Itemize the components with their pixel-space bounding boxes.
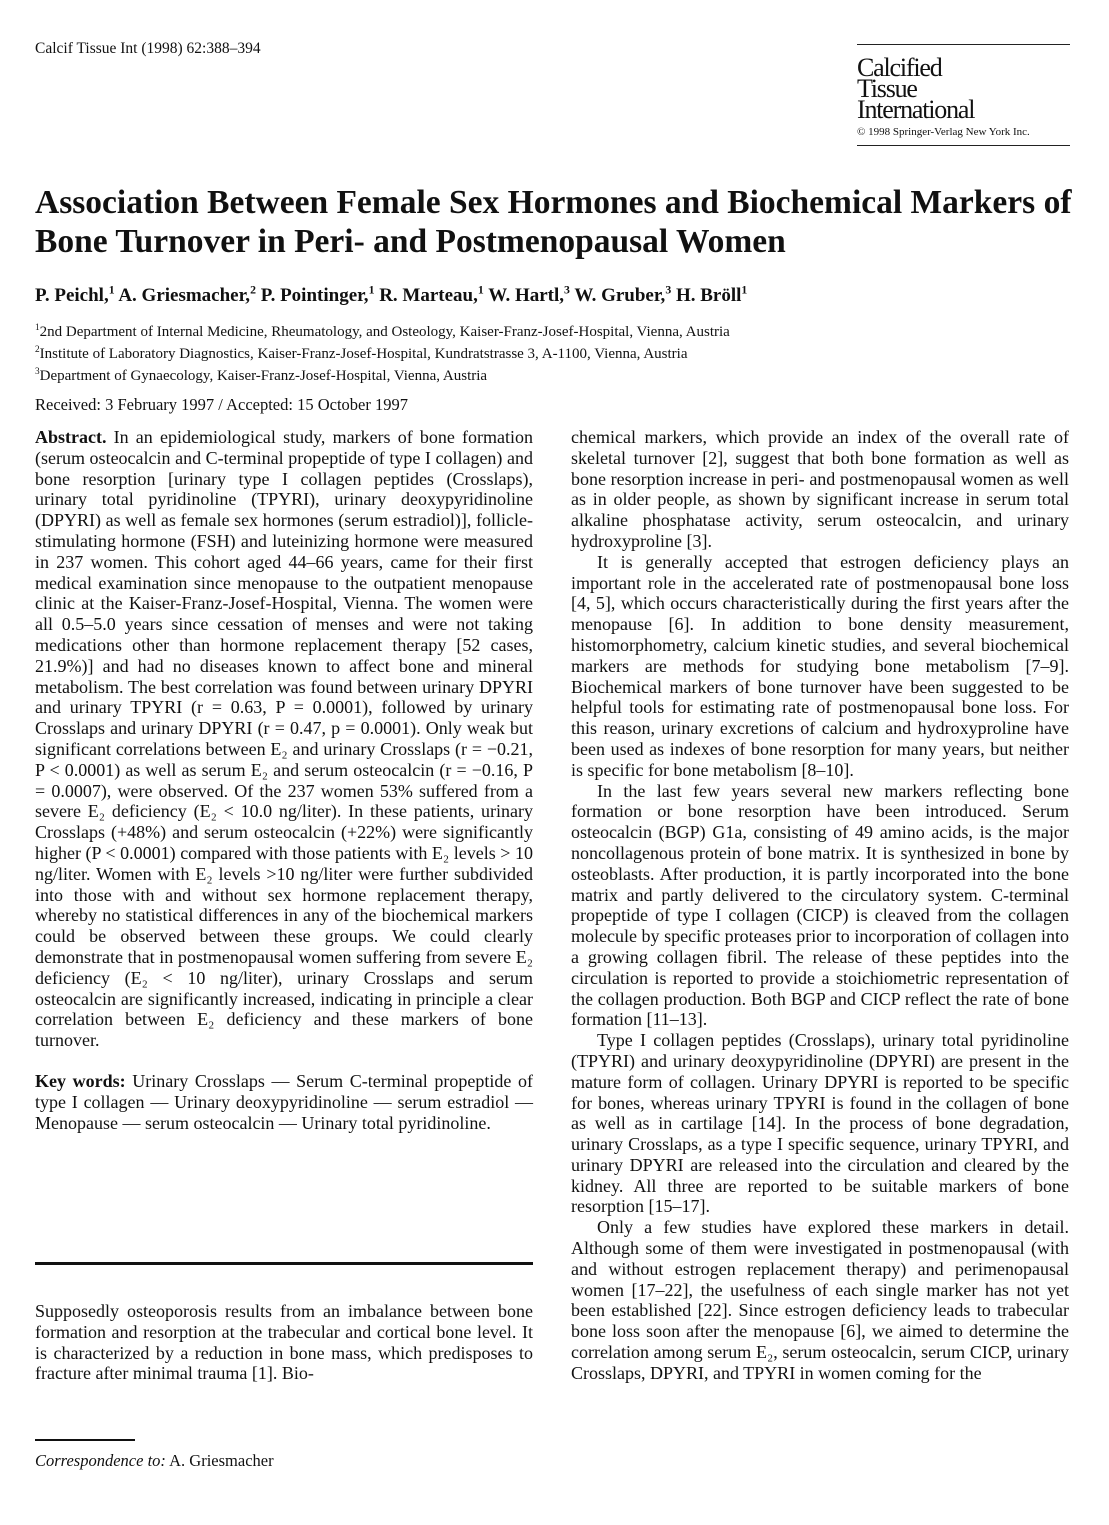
received-dates: Received: 3 February 1997 / Accepted: 15 October 1997	[35, 395, 408, 414]
journal-name-line: Calcified	[857, 53, 942, 82]
body-paragraph: Type I collagen peptides (Crosslaps), urinary total pyridinoline (TPYRI) and urinary deoxypyridinoline (DPYRI) are present in the mature form of collagen. Urinary DPYRI is reported to be specific for bones, whereas urinary TPYRI is found in the collagen of bone as well as in cartilage [14]. In the process of bone degradation, urinary Crosslaps, as a type I specific sequence, urinary TPYRI, and urinary DPYRI are released into the circulation and cleared by the kidney. All three are reported to be suitable markers of bone resorption [15–17].	[571, 1030, 1069, 1217]
author: P. Peichl,$^1$	[35, 284, 115, 307]
author: P. Pointinger,$^1$	[260, 284, 375, 307]
author: A. Griesmacher,$^2$	[118, 284, 256, 307]
body-paragraph: In the last few years several new markers reflecting bone formation or bone resorption have been introduced. Serum osteocalcin (BGP) G1a, consisting of 49 amino acids, is the major noncollagenous protein of bone matrix. It is synthesized in bone by osteoblasts. After production, it is partly incorporated into the bone matrix and partly delivered to the circulatory system. C-terminal propeptide of type I collagen (CICP) is cleaved from the collagen molecule by specific proteases prior to incorporation of collagen into a growing collagen fibril. The release of these peptides into the circulation is reported to provide a stoichiometric representation of the collagen production. Both BGP and CICP reflect the rate of bone formation [11–13].	[571, 780, 1069, 1030]
right-column	[571, 427, 1069, 1384]
affiliation: $^2$Institute of Laboratory Diagnostics, Kaiser-Franz-Josef-Hospital, Kundratstrasse 3, A-1100, Vienna, Austria	[35, 345, 688, 362]
article-title: Association Between Female Sex Hormones and Biochemical Markers of Bone Turnover in Peri- and Postmenopausal Women	[35, 184, 1072, 260]
correspondence-name: A. Griesmacher	[169, 1451, 274, 1470]
abstract	[35, 427, 533, 1051]
journal-name-line: International	[857, 95, 975, 124]
affiliations	[35, 319, 730, 385]
section-divider	[35, 1262, 533, 1265]
left-column	[35, 427, 533, 1133]
author-list	[35, 284, 747, 307]
body-paragraph: It is generally accepted that estrogen deficiency plays an important role in the accelerated rate of postmenopausal bone loss [4, 5], which occurs characteristically during the first years after the menopause [6]. In addition to bone density measurement, histomorphometry, calcium kinetic studies, and several biochemical markers are methods for studying bone metabolism [7–9]. Biochemical markers of bone turnover have been suggested to be helpful tools for estimating rate of postmenopausal bone loss. For this reason, urinary excretions of calcium and hydroxyproline have been used as indexes of bone resorption for many years, but neither is specific for bone metabolism [8–10].	[571, 551, 1069, 780]
journal-name-line: Tissue	[857, 74, 917, 103]
author: H. Bröll$^1$	[675, 284, 748, 307]
abstract-label: Abstract.	[35, 427, 107, 447]
footnote-divider	[35, 1439, 135, 1441]
body-paragraph: chemical markers, which provide an index of the overall rate of skeletal turnover [2], suggest that both bone formation as well as bone resorption increase in peri- and postmenopausal women as well as in older people, as shown by significant increase in serum total alkaline phosphatase activity, serum osteocalcin, and urinary hydroxyproline [3].	[571, 427, 1069, 551]
journal-copyright: © 1998 Springer-Verlag New York Inc.	[857, 126, 1030, 138]
journal-name	[857, 53, 1070, 124]
correspondence-footnote	[35, 1451, 274, 1471]
journal-logo-box	[857, 44, 1070, 146]
keywords-label: Key words:	[35, 1070, 126, 1091]
body-paragraph: Only a few studies have explored these markers in detail. Although some of them were investigated in postmenopausal (with and without estrogen replacement therapy) and perimenopausal women [17–22], the usefulness of each single marker has not yet been established [22]. Since estrogen deficiency leads to trabecular bone loss soon after the menopause [6], we aimed to determine the correlation among serum E₂, serum osteocalcin, serum CICP, urinary Crosslaps, DPYRI, and TPYRI in women coming for the	[571, 1217, 1069, 1383]
keywords	[35, 1071, 533, 1133]
journal-citation: Calcif Tissue Int (1998) 62:388–394	[35, 40, 261, 57]
correspondence-label: Correspondence to:	[35, 1451, 166, 1470]
keywords-text: Urinary Crosslaps — Serum C-terminal propeptide of type I collagen — Urinary deoxypyridinoline — serum estradiol — Menopause — serum osteocalcin — Urinary total pyridinoline.	[35, 1070, 533, 1133]
intro-paragraph: Supposedly osteoporosis results from an imbalance between bone formation and resorption at the trabecular and cortical bone level. It is characterized by a reduction in bone mass, which predisposes to fracture after minimal trauma [1]. Bio-	[35, 1301, 533, 1384]
author: W. Gruber,$^3$	[574, 284, 672, 307]
author: W. Hartl,$^3$	[488, 284, 570, 307]
affiliation: $^1$2nd Department of Internal Medicine, Rheumatology, and Osteology, Kaiser-Franz-Josef-Hospital, Vienna, Austria	[35, 323, 730, 340]
affiliation: $^3$Department of Gynaecology, Kaiser-Franz-Josef-Hospital, Vienna, Austria	[35, 367, 488, 384]
author: R. Marteau,$^1$	[379, 284, 484, 307]
abstract-text: In an epidemiological study, markers of bone formation (serum osteocalcin and C-terminal propeptide of type I collagen) and bone resorption [urinary type I collagen peptides (Crosslaps), urinary total pyridinoline (TPYRI), urinary deoxypyridinoline (DPYRI) as well as female sex hormones (serum estradiol)], follicle-stimulating hormone (FSH) and luteinizing hormone were measured in 237 women. This cohort aged 44–66 years, came for their first medical examination since menopause to the outpatient menopause clinic at the Kaiser-Franz-Josef-Hospital, Vienna. The women were all 0.5–5.0 years since cessation of menses and were not taking medications other than hormone replacement therapy [52 cases, 21.9%)] and had no diseases known to affect bone and mineral metabolism. The best correlation was found between urinary DPYRI and urinary TPYRI (r = 0.63, P = 0.0001), followed by urinary Crosslaps and urinary DPYRI (r = 0.47, p = 0.0001). Only weak but significant correlations between E₂ and urinary Crosslaps (r = −0.21, P < 0.0001) as well as serum E₂ and serum osteocalcin (r = −0.16, P = 0.0007), were observed. Of the 237 women 53% suffered from a severe E₂ deficiency (E₂ < 10.0 ng/liter). In these patients, urinary Crosslaps (+48%) and serum osteocalcin (+22%) were significantly higher (P < 0.0001) compared with those patients with E₂ levels > 10 ng/liter. Women with E₂ levels >10 ng/liter were further subdivided into those with and without sex hormone replacement therapy, whereby no statistical differences in any of the biochemical markers could be observed between these groups. We could clearly demonstrate that in postmenopausal women suffering from severe E₂ deficiency (E₂ < 10 ng/liter), urinary Crosslaps and serum osteocalcin are significantly increased, indicating in principle a clear correlation between E₂ deficiency and these markers of bone turnover.	[35, 427, 533, 1051]
